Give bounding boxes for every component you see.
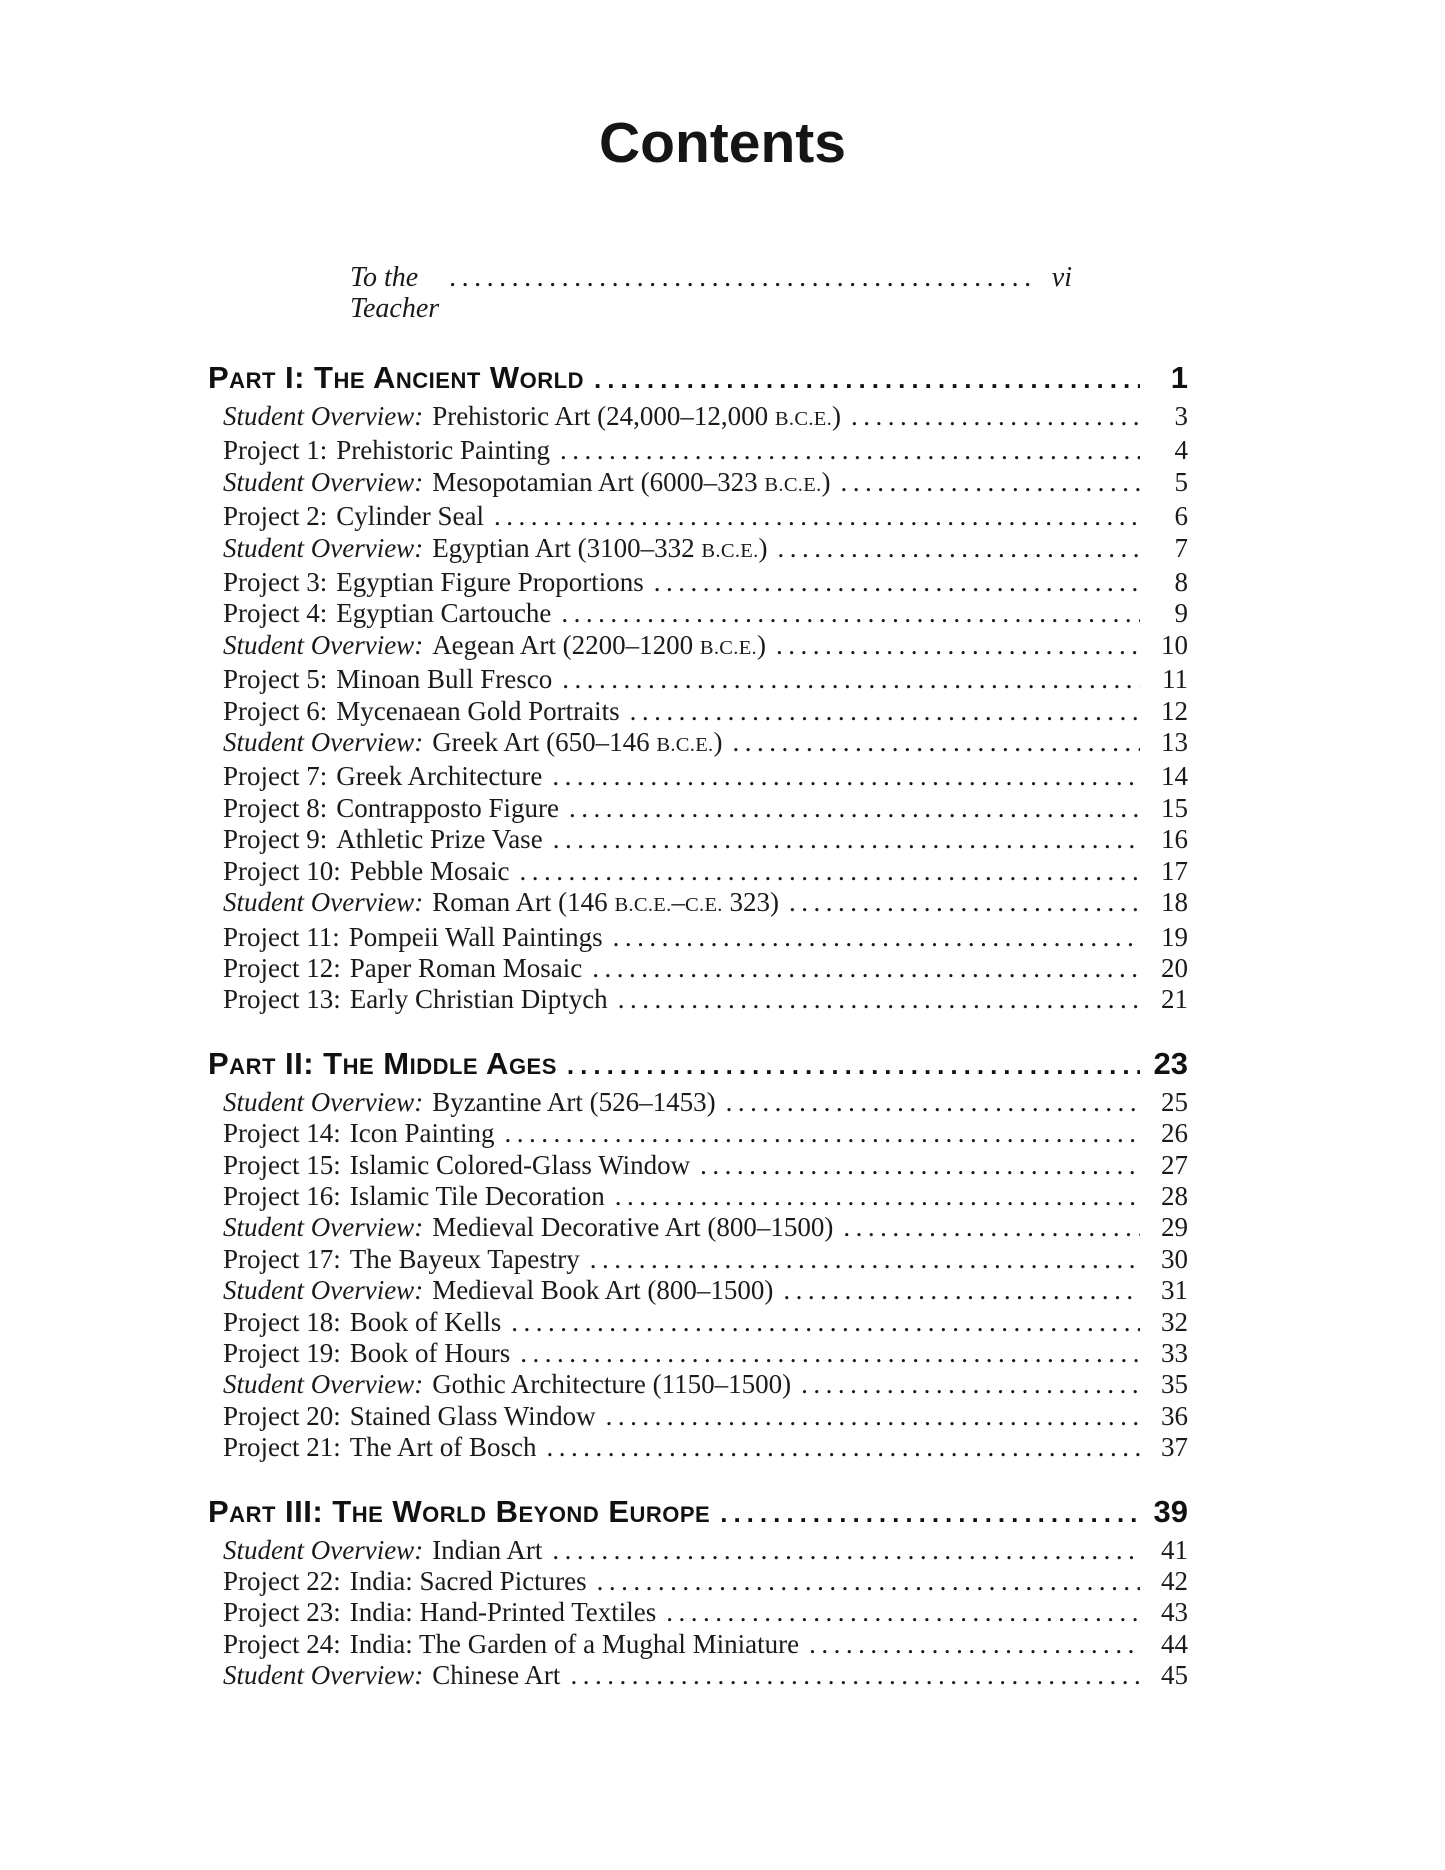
entry-prefix: Student Overview: (223, 727, 424, 758)
toc-entry (208, 1369, 1188, 1400)
entry-title: Aegean Art (2200–1200 B.C.E.) (432, 629, 766, 660)
entry-prefix: Student Overview: (223, 1086, 424, 1117)
toc-entry (208, 824, 1188, 855)
entry-prefix: Project 4: (223, 598, 328, 629)
toc-entry (208, 533, 1188, 567)
entry-title: Byzantine Art (526–1453) (432, 1086, 716, 1117)
dot-leader (520, 1338, 1140, 1369)
entry-title: India: Sacred Pictures (349, 1566, 587, 1596)
dot-leader (590, 1244, 1140, 1275)
part-page-number: 1 (1170, 360, 1188, 395)
entry-page-number: 33 (1161, 1337, 1188, 1368)
entry-title: Gothic Architecture (1150–1500) (432, 1369, 792, 1400)
entry-prefix: Student Overview: (223, 1534, 424, 1565)
entry-page-number: 31 (1161, 1275, 1188, 1306)
dot-leader (720, 1494, 1140, 1531)
entry-title: Roman Art (146 B.C.E.–C.E. 323) (432, 887, 779, 918)
entry-title: Stained Glass Window (349, 1400, 596, 1431)
toc-entry (208, 598, 1188, 629)
toc-entry (208, 953, 1188, 984)
entry-page-number: 42 (1161, 1566, 1188, 1596)
page-title: Contents (599, 111, 846, 175)
dot-leader (809, 1629, 1140, 1660)
entry-title: Egyptian Cartouche (336, 598, 552, 629)
toc-entry (208, 1212, 1188, 1243)
entry-page-number: 19 (1161, 921, 1188, 952)
entry-text (223, 856, 509, 887)
toc-entry (208, 1338, 1188, 1369)
entry-text (223, 1535, 542, 1566)
entry-text (223, 1150, 690, 1181)
entry-prefix: Student Overview: (223, 1660, 424, 1691)
toc-entry (208, 727, 1188, 761)
dot-leader (783, 1275, 1140, 1306)
entry-text (223, 1338, 510, 1369)
toc-entry (208, 1432, 1188, 1463)
entry-text (223, 1244, 580, 1275)
entry-page-number: 13 (1161, 727, 1188, 758)
entry-text (223, 953, 582, 984)
entry-prefix: Project 1: (223, 435, 328, 466)
dot-leader (801, 1369, 1140, 1400)
entry-prefix: Student Overview: (223, 629, 424, 660)
entry-text (223, 1660, 560, 1691)
entry-page-number: 16 (1161, 824, 1188, 855)
entry-prefix: Project 17: (223, 1243, 341, 1274)
dot-leader (511, 1307, 1140, 1338)
toc-entry (208, 630, 1188, 664)
part-heading (208, 360, 1188, 397)
entry-prefix: Project 23: (223, 1597, 341, 1628)
entry-text (223, 887, 779, 921)
entry-page-number: 21 (1161, 984, 1188, 1015)
entry-page-number: 32 (1161, 1306, 1188, 1337)
entry-title: Early Christian Diptych (349, 984, 608, 1015)
toc-entry (208, 664, 1188, 695)
entry-page-number: 5 (1174, 466, 1188, 497)
entry-text (223, 630, 766, 664)
dot-leader (789, 887, 1140, 918)
entry-prefix: Student Overview: (223, 532, 424, 563)
entry-text (223, 1307, 501, 1338)
toc-entry (208, 1181, 1188, 1212)
dot-leader (567, 1046, 1140, 1083)
toc-section (208, 1494, 1188, 1692)
entry-text (223, 598, 551, 629)
toc-sections (208, 360, 1188, 1692)
dot-leader (546, 1432, 1140, 1463)
entry-title: Pebble Mosaic (349, 855, 510, 886)
dot-leader (504, 1118, 1140, 1149)
entry-page-number: 15 (1161, 792, 1188, 823)
entry-prefix: Project 14: (223, 1118, 341, 1149)
dot-leader (618, 984, 1140, 1015)
toc-entry (208, 401, 1188, 435)
toc-entry (208, 501, 1188, 532)
entry-prefix: Project 6: (223, 695, 328, 726)
entry-page-number: 44 (1161, 1628, 1188, 1659)
entry-page-number: 20 (1161, 952, 1188, 983)
toc-entry (208, 467, 1188, 501)
entry-text (223, 696, 620, 727)
toc-body (208, 262, 1188, 1692)
toc-entry (208, 1660, 1188, 1691)
entry-prefix: Project 3: (223, 567, 328, 598)
part-heading-label: Part II: The Middle Ages (208, 1045, 557, 1081)
toc-entry (208, 984, 1188, 1015)
entry-page-number: 25 (1161, 1086, 1188, 1117)
toc-entry (208, 793, 1188, 824)
dot-leader (615, 1181, 1140, 1212)
entry-title: Medieval Book Art (800–1500) (432, 1275, 774, 1306)
entry-page-number: 3 (1174, 401, 1188, 431)
entry-title: The Bayeux Tapestry (349, 1243, 580, 1274)
entry-title: Islamic Colored-Glass Window (349, 1149, 691, 1180)
entry-prefix: Project 12: (223, 952, 341, 983)
entry-page-number: 27 (1161, 1149, 1188, 1180)
toc-entry (208, 1087, 1188, 1118)
dot-leader (553, 824, 1140, 855)
entry-text (223, 467, 831, 501)
entry-page-number: 26 (1161, 1118, 1188, 1149)
dot-leader (560, 435, 1140, 466)
entry-prefix: Project 21: (223, 1432, 341, 1463)
dot-leader (449, 262, 1036, 293)
entry-page-number: 36 (1161, 1400, 1188, 1431)
toc-entry (208, 1535, 1188, 1566)
dot-leader (552, 1535, 1140, 1566)
part-heading (208, 1494, 1188, 1531)
entry-page-number: 14 (1161, 761, 1188, 792)
toc-entry (208, 1401, 1188, 1432)
entry-title: Greek Architecture (336, 761, 543, 792)
entry-page-number: 8 (1174, 567, 1188, 598)
toc-entry (208, 1244, 1188, 1275)
entry-prefix: Project 19: (223, 1337, 341, 1368)
dot-leader (597, 1566, 1140, 1597)
entry-title: India: The Garden of a Mughal Miniature (349, 1628, 800, 1659)
entry-text (223, 501, 484, 532)
toc-section (208, 360, 1188, 1016)
entry-page-number: 9 (1174, 598, 1188, 629)
entry-text (223, 567, 644, 598)
part-page-number: 23 (1153, 1045, 1188, 1081)
entry-prefix: Project 22: (223, 1566, 341, 1596)
dot-leader (552, 761, 1140, 792)
dot-leader (726, 1087, 1140, 1118)
entry-prefix: Student Overview: (223, 401, 424, 431)
dot-leader (843, 1212, 1140, 1243)
entry-text (223, 727, 722, 761)
entry-page-number: 18 (1161, 887, 1188, 918)
entry-text (223, 533, 768, 567)
dot-leader (841, 467, 1141, 498)
toc-entry (208, 1150, 1188, 1181)
entry-text (223, 1275, 773, 1306)
entry-title: The Art of Bosch (349, 1432, 537, 1463)
entry-text (223, 1597, 656, 1628)
part-heading-label: Part III: The World Beyond Europe (208, 1493, 711, 1529)
entry-text (223, 664, 552, 695)
entry-title: Prehistoric Art (24,000–12,000 B.C.E.) (432, 401, 842, 431)
dot-leader (654, 567, 1140, 598)
entry-text (223, 1432, 536, 1463)
dot-leader (630, 696, 1140, 727)
entry-title: Book of Kells (349, 1306, 502, 1337)
dot-leader (851, 401, 1140, 432)
entry-text (223, 984, 608, 1015)
part-page-number: 39 (1153, 1493, 1188, 1529)
entry-page-number: 37 (1161, 1432, 1188, 1463)
entry-prefix: Student Overview: (223, 466, 424, 497)
entry-text (223, 401, 841, 435)
dot-leader (592, 953, 1140, 984)
entry-prefix: Student Overview: (223, 1275, 424, 1306)
dot-leader (666, 1597, 1140, 1628)
dot-leader (700, 1150, 1140, 1181)
entry-title: Egyptian Figure Proportions (336, 567, 644, 598)
entry-title: Book of Hours (349, 1337, 511, 1368)
toc-section (208, 1046, 1188, 1464)
entry-prefix: Project 7: (223, 761, 328, 792)
entry-prefix: Project 16: (223, 1180, 341, 1211)
toc-entry (208, 1566, 1188, 1597)
entry-text (223, 824, 543, 855)
entry-prefix: Project 20: (223, 1400, 341, 1431)
part-heading (208, 1046, 1188, 1083)
toc-entry (208, 1597, 1188, 1628)
entry-prefix: Project 15: (223, 1149, 341, 1180)
entry-prefix: Project 2: (223, 501, 328, 532)
dot-leader (569, 793, 1140, 824)
entry-page-number: 28 (1161, 1180, 1188, 1211)
dot-leader (494, 501, 1140, 532)
dot-leader (594, 360, 1140, 397)
entry-title: Egyptian Art (3100–332 B.C.E.) (432, 532, 768, 563)
entry-prefix: Project 10: (223, 855, 341, 886)
dot-leader (561, 598, 1140, 629)
entry-text (223, 1629, 799, 1660)
toc-entry (208, 696, 1188, 727)
entry-text (223, 1401, 596, 1432)
entry-text (223, 922, 603, 953)
toc-entry (208, 435, 1188, 466)
dot-leader (562, 664, 1140, 695)
entry-title: Cylinder Seal (336, 501, 484, 532)
entry-title: Indian Art (432, 1534, 543, 1565)
entry-text (223, 1566, 587, 1597)
entry-page-number: 30 (1161, 1243, 1188, 1274)
entry-title: Medieval Decorative Art (800–1500) (432, 1212, 834, 1243)
dot-leader (613, 922, 1140, 953)
entry-title: Minoan Bull Fresco (336, 664, 553, 695)
entry-title: Mycenaean Gold Portraits (336, 695, 620, 726)
entry-title: Pompeii Wall Paintings (348, 921, 603, 952)
entry-page-number: 7 (1174, 532, 1188, 563)
entry-title: Paper Roman Mosaic (349, 952, 583, 983)
entry-title: Prehistoric Painting (336, 435, 550, 466)
dot-leader (778, 533, 1140, 564)
entry-text (223, 1087, 716, 1118)
entry-title: Islamic Tile Decoration (349, 1180, 605, 1211)
entry-page-number: 35 (1161, 1369, 1188, 1400)
entry-text (223, 1369, 791, 1400)
entry-prefix: Project 11: (223, 921, 340, 952)
entry-prefix: Project 13: (223, 984, 341, 1015)
entry-prefix: Project 24: (223, 1628, 341, 1659)
entry-title: Mesopotamian Art (6000–323 B.C.E.) (432, 466, 831, 497)
dot-leader (606, 1401, 1140, 1432)
entry-page-number: 6 (1174, 501, 1188, 532)
entry-page-number: 10 (1161, 629, 1188, 660)
entry-title: Icon Painting (349, 1118, 495, 1149)
entry-text (223, 435, 550, 466)
entry-prefix: Project 9: (223, 824, 328, 855)
entry-page-number: 43 (1161, 1597, 1188, 1628)
entry-text (223, 761, 542, 792)
entry-title: Greek Art (650–146 B.C.E.) (432, 727, 723, 758)
entry-text (223, 1212, 833, 1243)
part-heading-label: Part I: The Ancient World (208, 360, 584, 395)
entry-page-number: 41 (1161, 1534, 1188, 1565)
entry-title: Chinese Art (432, 1660, 561, 1691)
toc-entry (208, 567, 1188, 598)
toc-entry (208, 856, 1188, 887)
entry-text (223, 1181, 605, 1212)
toc-entry (208, 1629, 1188, 1660)
entry-text (223, 1118, 494, 1149)
toc-entry (208, 761, 1188, 792)
dot-leader (732, 727, 1140, 758)
toc-entry (208, 887, 1188, 921)
toc-entry (208, 922, 1188, 953)
entry-page-number: 4 (1174, 435, 1188, 466)
entry-title: India: Hand-Printed Textiles (349, 1597, 657, 1628)
entry-prefix: Project 8: (223, 792, 328, 823)
toc-entry (208, 1275, 1188, 1306)
entry-page-number: 11 (1162, 664, 1188, 695)
entry-text (223, 793, 559, 824)
toc-entry (208, 1307, 1188, 1338)
frontmatter-page-number: vi (1051, 262, 1072, 293)
entry-prefix: Student Overview: (223, 1369, 424, 1400)
frontmatter-entry (350, 262, 1072, 324)
entry-prefix: Project 18: (223, 1306, 341, 1337)
entry-page-number: 29 (1161, 1212, 1188, 1243)
entry-prefix: Student Overview: (223, 887, 424, 918)
entry-prefix: Project 5: (223, 664, 328, 695)
entry-page-number: 45 (1161, 1660, 1188, 1691)
entry-title: Contrapposto Figure (336, 792, 559, 823)
dot-leader (776, 630, 1140, 661)
frontmatter-label: To the Teacher (350, 262, 440, 324)
dot-leader (519, 856, 1140, 887)
entry-page-number: 17 (1161, 855, 1188, 886)
dot-leader (570, 1660, 1140, 1691)
entry-page-number: 12 (1161, 695, 1188, 726)
entry-title: Athletic Prize Vase (336, 824, 543, 855)
toc-entry (208, 1118, 1188, 1149)
entry-prefix: Student Overview: (223, 1212, 424, 1243)
